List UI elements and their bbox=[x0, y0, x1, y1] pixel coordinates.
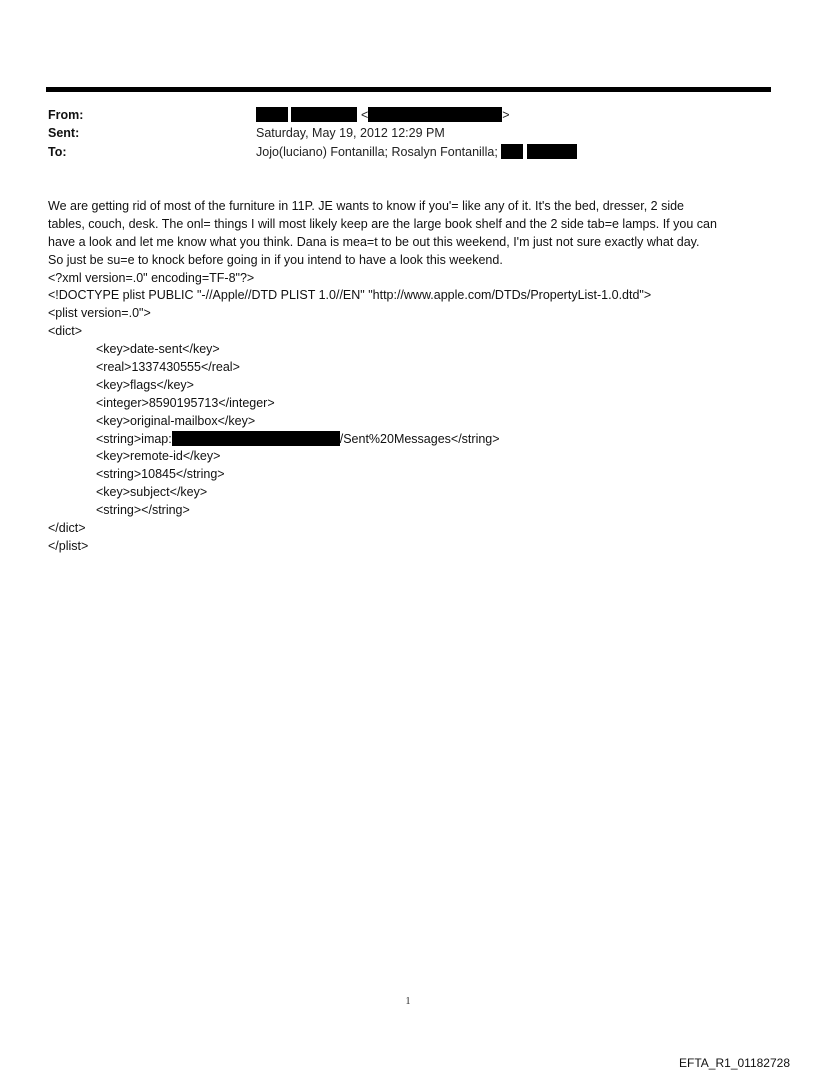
plist-entry: <key>original-mailbox</key> bbox=[96, 413, 256, 428]
email-body bbox=[48, 198, 778, 556]
plist-entry: <real>1337430555</real> bbox=[96, 360, 240, 375]
dict-open: <dict> bbox=[48, 324, 83, 339]
plist-entry: <string></string> bbox=[96, 503, 190, 518]
plist-entry: <key>date-sent</key> bbox=[96, 342, 220, 357]
document-id: EFTA_R1_01182728 bbox=[679, 1056, 790, 1070]
body-line: have a look and let me know what you think. Dana is mea=t to be out this weekend, I'm just not sure exactly what day. bbox=[48, 234, 700, 249]
from-value bbox=[256, 107, 510, 124]
from-lt: < bbox=[360, 108, 369, 122]
from-row bbox=[48, 107, 768, 124]
imap-entry bbox=[48, 431, 778, 449]
to-label: To: bbox=[48, 145, 67, 159]
doctype-line: <!DOCTYPE plist PUBLIC "-//Apple//DTD PLIST 1.0//EN" "http://www.apple.com/DTDs/PropertyList-1.0.dtd"> bbox=[48, 288, 652, 303]
imap-suffix: /Sent%20Messages</string> bbox=[339, 431, 500, 446]
plist-entry: <integer>8590195713</integer> bbox=[96, 395, 275, 410]
to-row bbox=[48, 144, 768, 161]
plist-entry: <string>10845</string> bbox=[96, 467, 225, 482]
page-number: 1 bbox=[405, 996, 411, 1007]
to-value-wrap bbox=[256, 144, 577, 161]
from-label: From: bbox=[48, 108, 84, 122]
plist-entry: <key>subject</key> bbox=[96, 485, 208, 500]
body-line: tables, couch, desk. The onl= things I will most likely keep are the large book shelf and the 2 side tab=e lamps. If you can bbox=[48, 216, 717, 231]
plist-open: <plist version=.0"> bbox=[48, 306, 151, 321]
xml-declaration: <?xml version=.0" encoding=TF-8"?> bbox=[48, 270, 255, 285]
imap-prefix: <string>imap: bbox=[96, 431, 172, 446]
sent-row bbox=[48, 125, 768, 142]
header-rule bbox=[46, 87, 771, 92]
redaction-box bbox=[256, 107, 288, 122]
from-gt: > bbox=[502, 108, 510, 122]
plist-entry: <key>flags</key> bbox=[96, 377, 194, 392]
redaction-box bbox=[172, 431, 340, 446]
body-line: We are getting rid of most of the furniture in 11P. JE wants to know if you'= like any of it. It's the bed, dresser, 2 side bbox=[48, 199, 685, 213]
redaction-box bbox=[368, 107, 502, 122]
to-value: Jojo(luciano) Fontanilla; Rosalyn Fontanilla; bbox=[256, 145, 498, 159]
dict-close: </dict> bbox=[48, 521, 86, 536]
plist-close: </plist> bbox=[48, 538, 89, 553]
redaction-box bbox=[501, 144, 523, 159]
body-line: So just be su=e to knock before going in if you intend to have a look this weekend. bbox=[48, 252, 503, 267]
plist-entry: <key>remote-id</key> bbox=[96, 449, 221, 464]
sent-label: Sent: bbox=[48, 126, 80, 140]
redaction-box bbox=[527, 144, 577, 159]
sent-value: Saturday, May 19, 2012 12:29 PM bbox=[256, 126, 445, 140]
redaction-box bbox=[291, 107, 357, 122]
